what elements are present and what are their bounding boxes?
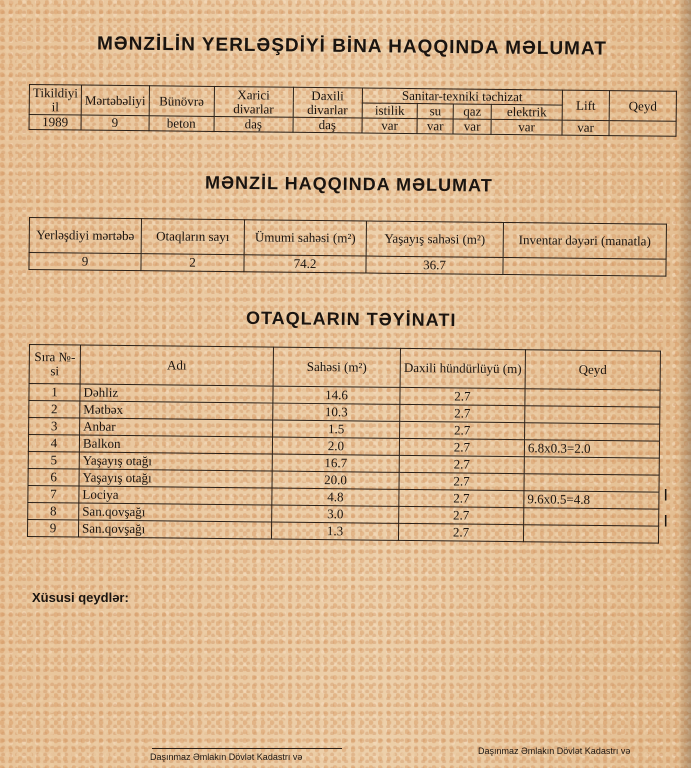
room-name-cell: San.qovşağı — [78, 520, 271, 539]
row-number-cell: 4 — [28, 435, 79, 453]
rooms-count-header: Otaqların sayı — [141, 219, 244, 255]
room-note-cell — [524, 457, 659, 475]
foundation-header: Bünövrə — [149, 86, 214, 117]
note-header: Qeyd — [609, 91, 676, 122]
height-cell: 2.7 — [400, 387, 525, 405]
height-header: Daxili hündürlüyü (m) — [400, 348, 525, 388]
area-cell: 14.6 — [273, 386, 400, 404]
rooms-body — [27, 384, 660, 544]
edge-mark: | — [664, 513, 668, 527]
row-number-cell: 2 — [29, 401, 80, 419]
electric-header: elektrik — [491, 104, 562, 120]
row-number-cell: 5 — [28, 451, 79, 469]
area-cell: 2.0 — [272, 437, 399, 455]
gas-value: var — [453, 119, 491, 134]
page-edge-shadow — [677, 0, 691, 768]
room-name-cell: Yaşayış otağı — [79, 469, 272, 488]
apartment-info-title: MƏNZİL HAQQINDA MƏLUMAT — [204, 172, 493, 196]
year-header: Tikildiyi il — [29, 85, 81, 116]
room-name-cell: Lociya — [79, 486, 272, 505]
building-info-table — [29, 84, 677, 137]
year-value: 1989 — [29, 115, 81, 131]
footer-left-text: Daşınmaz Əmlakın Dövlət Kadastrı və — [150, 752, 303, 762]
special-notes-label: Xüsusi qeydlər: — [32, 590, 129, 605]
rooms-table — [27, 344, 661, 544]
height-cell: 2.7 — [399, 438, 524, 456]
row-number-cell: 6 — [28, 468, 79, 486]
area-cell: 20.0 — [272, 471, 399, 489]
room-name-cell: Anbar — [80, 418, 273, 437]
area-cell: 10.3 — [273, 403, 400, 421]
floor-header: Yerləşdiyi mərtəbə — [29, 218, 141, 254]
rooms-count-value: 2 — [141, 254, 244, 272]
area-header: Sahəsi (m²) — [273, 347, 400, 387]
note-value — [609, 121, 676, 137]
water-value: var — [417, 119, 453, 134]
room-name-cell: Dəhliz — [80, 384, 273, 403]
room-name-cell: Mətbəx — [80, 401, 273, 420]
apartment-info-table — [28, 217, 667, 277]
area-cell: 1.5 — [273, 420, 400, 438]
outer-walls-header: Xarici divarlar — [214, 86, 293, 117]
living-area-header: Yaşayış sahəsi (m²) — [366, 221, 503, 257]
room-note-cell: 6.8x0.3=2.0 — [524, 440, 659, 458]
electric-value: var — [491, 119, 562, 135]
area-cell: 1.3 — [271, 522, 398, 540]
footer-right-text: Daşınmaz Əmlakın Dövlət Kadastrı və — [478, 746, 631, 756]
row-number-cell: 3 — [29, 418, 80, 436]
rooms-purpose-title: OTAQLARIN TƏYİNATI — [245, 307, 457, 331]
room-name-header: Adı — [80, 345, 273, 386]
room-note-cell — [525, 406, 660, 424]
inventory-value — [503, 257, 666, 276]
rooms-header-row — [29, 345, 660, 391]
area-cell: 3.0 — [272, 505, 399, 523]
water-header: su — [417, 104, 453, 119]
edge-mark: | — [664, 487, 668, 501]
room-name-cell: Balkon — [79, 435, 272, 454]
heating-value: var — [362, 118, 418, 134]
area-cell: 4.8 — [272, 488, 399, 506]
heating-header: istilik — [362, 103, 418, 119]
floors-header: Mərtəbəliyi — [81, 85, 149, 116]
building-info-title: MƏNZİLİN YERLƏŞDİYİ BİNA HAQQINDA MƏLUMAT — [96, 33, 607, 60]
inner-walls-value: daş — [293, 117, 362, 133]
room-note-cell — [525, 423, 660, 441]
room-note-cell — [524, 474, 659, 492]
height-cell: 2.7 — [399, 472, 524, 490]
room-name-cell: San.qovşağı — [79, 503, 272, 522]
height-cell: 2.7 — [399, 489, 524, 507]
total-area-value: 74.2 — [244, 255, 366, 273]
area-cell: 16.7 — [272, 454, 399, 472]
row-number-cell: 9 — [27, 519, 78, 537]
inventory-header: Inventar dəyəri (manatla) — [503, 222, 666, 259]
signature-line — [152, 748, 342, 749]
room-note-header: Qeyd — [525, 350, 660, 390]
height-cell: 2.7 — [399, 506, 524, 524]
sanitary-header: Sanitar-texniki təchizat — [362, 88, 562, 105]
lift-header: Lift — [562, 90, 609, 120]
building-header-row — [29, 85, 676, 107]
row-number-cell: 1 — [29, 384, 80, 402]
floor-value: 9 — [29, 253, 141, 271]
inner-walls-header: Daxili divarlar — [293, 87, 362, 118]
living-area-value: 36.7 — [366, 256, 503, 274]
room-name-cell: Yaşayış otağı — [79, 452, 272, 471]
lift-value: var — [562, 120, 609, 135]
foundation-value: beton — [149, 116, 214, 132]
gas-header: qaz — [453, 104, 491, 119]
room-note-cell — [523, 525, 658, 543]
row-number-header: Sıra №-si — [29, 345, 80, 385]
room-note-cell — [524, 508, 659, 526]
outer-walls-value: daş — [214, 116, 293, 132]
height-cell: 2.7 — [398, 523, 523, 541]
room-note-cell: 9.6x0.5=4.8 — [524, 491, 659, 509]
total-area-header: Ümumi sahəsi (m²) — [244, 220, 366, 256]
room-note-cell — [525, 389, 660, 407]
height-cell: 2.7 — [400, 404, 525, 422]
floors-value: 9 — [81, 115, 149, 131]
row-number-cell: 8 — [28, 502, 79, 520]
height-cell: 2.7 — [400, 421, 525, 439]
row-number-cell: 7 — [28, 485, 79, 503]
height-cell: 2.7 — [399, 455, 524, 473]
